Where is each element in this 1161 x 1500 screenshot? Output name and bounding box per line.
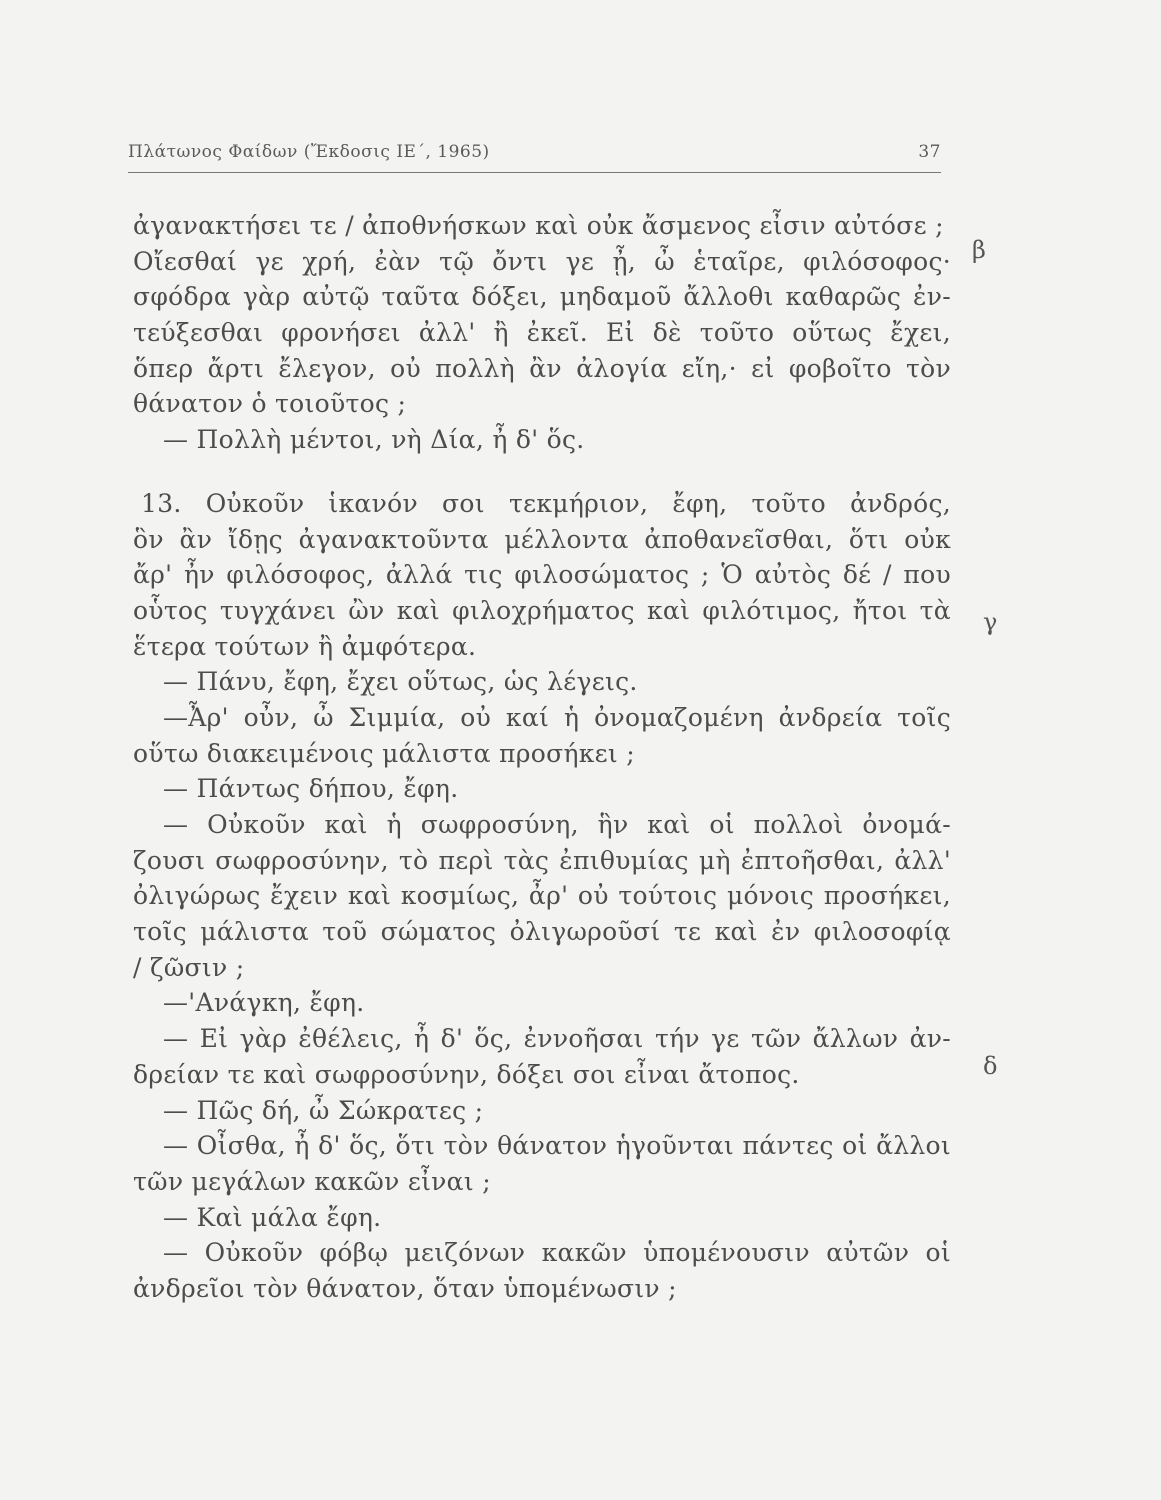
- text-line: ἀγανακτήσει τε / ἀποθνήσκων καὶ οὐκ ἄσμενος εἶσιν αὐτόσε ;: [133, 211, 944, 240]
- text-line: — Οὐκοῦν καὶ ἡ σωφροσύνη, ἣν καὶ οἱ πολλοὶ ὀνομά-: [163, 810, 951, 839]
- text-line: — Οὐκοῦν φόβῳ μειζόνων κακῶν ὑπομένουσιν αὐτῶν οἱ: [163, 1238, 951, 1268]
- text-line: —'Ανάγκη, ἔφη.: [163, 988, 365, 1018]
- text-line: οὕτω διακειμένοις μάλιστα προσήκει ;: [133, 738, 635, 768]
- text-line: θάνατον ὁ τοιοῦτος ;: [133, 389, 407, 419]
- margin-mark-beta: β: [972, 236, 986, 264]
- margin-mark-gamma: γ: [983, 608, 998, 636]
- text-line: ἀνδρεῖοι τὸν θάνατον, ὅταν ὑπομένωσιν ;: [133, 1273, 677, 1303]
- text-line: ζουσι σωφροσύνην, τὸ περὶ τὰς ἐπιθυμίας μὴ ἐπτοῆσθαι, ἀλλ': [133, 845, 951, 875]
- text-line: — Εἰ γὰρ ἐθέλεις, ἦ δ' ὅς, ἐννοῆσαι τήν γε τῶν ἄλλων ἀν-: [163, 1024, 951, 1054]
- text-line: ὃν ἂν ἴδῃς ἀγανακτοῦντα μέλλοντα ἀποθανεῖσθαι, ὅτι οὐκ: [133, 524, 951, 554]
- text-line: — Πῶς δή, ὦ Σώκρατες ;: [163, 1095, 484, 1125]
- text-line: σφόδρα γὰρ αὐτῷ ταῦτα δόξει, μηδαμοῦ ἄλλοθι καθαρῶς ἐν-: [133, 282, 951, 312]
- text-line: / ζῶσιν ;: [133, 952, 245, 982]
- body-text: [133, 208, 951, 1307]
- text-line: ἕτερα τούτων ἢ ἀμφότερα.: [133, 631, 477, 661]
- text-line: — Πολλὴ μέντοι, νὴ Δία, ἦ δ' ὅς.: [163, 425, 585, 455]
- text-line: —Ἆρ' οὖν, ὦ Σιμμία, οὐ καί ἡ ὀνομαζομένη ἀνδρεία τοῖς: [163, 702, 951, 732]
- text-line: — Καὶ μάλα ἔφη.: [163, 1202, 382, 1232]
- running-header: [128, 142, 941, 168]
- text-line: τοῖς μάλιστα τοῦ σώματος ὀλιγωροῦσί τε καὶ ἐν φιλοσοφίᾳ: [133, 917, 951, 947]
- text-line: δρείαν τε καὶ σωφροσύνην, δόξει σοι εἶναι ἄτοπος.: [133, 1059, 800, 1089]
- text-line: ὅπερ ἄρτι ἔλεγον, οὐ πολλὴ ἂν ἀλογία εἴη,· εἰ φοβοῖτο τὸν: [133, 353, 951, 383]
- text-line: ἄρ' ἦν φιλόσοφος, ἀλλά τις φιλοσώματος ; Ὁ αὐτὸς δέ / που: [133, 560, 951, 590]
- margin-mark-delta: δ: [983, 1052, 998, 1080]
- text-line: — Πάντως δήπου, ἔφη.: [163, 774, 459, 804]
- header-title: Πλάτωνος Φαίδων (Ἔκδοσις ΙΕ΄, 1965): [128, 142, 490, 162]
- text-line: Οἴεσθαί γε χρή, ἐὰν τῷ ὄντι γε ᾖ, ὦ ἑταῖρε, φιλόσοφος·: [133, 246, 951, 276]
- text-line: — Πάνυ, ἔφη, ἔχει οὕτως, ὡς λέγεις.: [163, 667, 638, 697]
- text-line: ὀλιγώρως ἔχειν καὶ κοσμίως, ἆρ' οὐ τούτοις μόνοις προσήκει,: [133, 881, 951, 911]
- text-line: τεύξεσθαι φρονήσει ἀλλ' ἢ ἐκεῖ. Εἰ δὲ τοῦτο οὕτως ἔχει,: [133, 318, 951, 348]
- text-line: 13. Οὐκοῦν ἱκανόν σοι τεκμήριον, ἔφη, τοῦτο ἀνδρός,: [141, 488, 951, 518]
- text-line: τῶν μεγάλων κακῶν εἶναι ;: [133, 1166, 491, 1196]
- text-line: — Οἶσθα, ἦ δ' ὅς, ὅτι τὸν θάνατον ἡγοῦνται πάντες οἱ ἄλλοι: [163, 1131, 951, 1161]
- paragraph-gap: [133, 458, 951, 486]
- text-line: οὗτος τυγχάνει ὢν καὶ φιλοχρήματος καὶ φιλότιμος, ἤτοι τὰ: [133, 595, 951, 625]
- header-rule: [128, 172, 941, 173]
- page-number: 37: [918, 142, 941, 162]
